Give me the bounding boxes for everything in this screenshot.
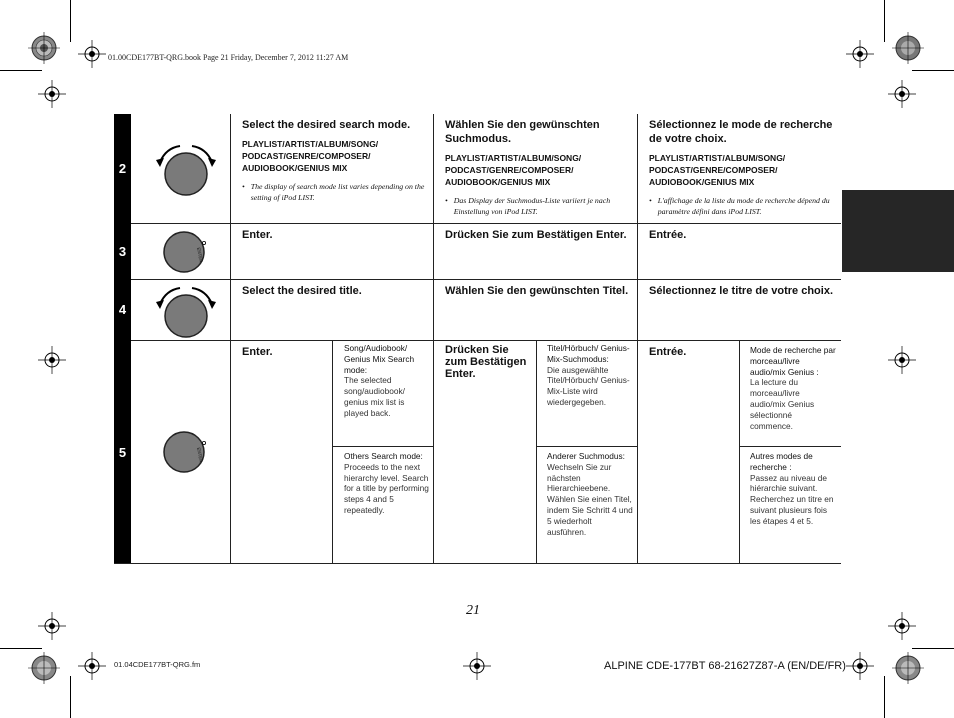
page-number: 21 bbox=[466, 603, 480, 618]
step2-fr-note-text: L'affichage de la liste du mode de recherche dépend du paramètre défini dans iPod LIST. bbox=[657, 196, 830, 216]
step5-en-case2-text: Proceeds to the next hierarchy level. Search for a title by performing steps 4 and 5 repeatedly. bbox=[344, 461, 429, 515]
case-divider-en bbox=[332, 446, 434, 447]
step5-en-case2-label: Others Search mode: bbox=[344, 451, 423, 461]
col-divider bbox=[230, 114, 231, 564]
step2-en-cell bbox=[242, 118, 428, 203]
step2-de-modes: PLAYLIST/ARTIST/ALBUM/SONG/ PODCAST/GENRE/COMPOSER/ AUDIOBOOK/GENIUS MIX bbox=[445, 153, 582, 187]
rotary-knob-icon bbox=[150, 282, 222, 345]
col-divider-sub-fr bbox=[739, 340, 740, 564]
step5-de-case2-label: Anderer Suchmodus: bbox=[547, 451, 625, 461]
step2-en-note-text: The display of search mode list varies depending on the setting of iPod LIST. bbox=[250, 182, 425, 202]
step5-fr-case1-label: Mode de recherche par morceau/livre audio/mix Genius : bbox=[750, 345, 836, 377]
step5-en-title: Enter. bbox=[242, 346, 273, 358]
step5-en-case1-text: The selected song/audiobook/ genius mix list is played back. bbox=[344, 375, 405, 418]
language-side-tab bbox=[842, 190, 954, 272]
knob-enter-label: ENTER bbox=[196, 247, 204, 263]
table-bottom-border bbox=[114, 563, 841, 564]
row-divider bbox=[131, 223, 841, 224]
step2-fr-modes: PLAYLIST/ARTIST/ALBUM/SONG/ PODCAST/GENRE/COMPOSER/ AUDIOBOOK/GENIUS MIX bbox=[649, 153, 786, 187]
crosshair-mark-left-middle bbox=[38, 346, 66, 374]
step5-de-case1-text: Die ausgewählte Titel/Hörbuch/ Genius-Mix-Liste wird wiedergegeben. bbox=[547, 364, 630, 407]
crosshair-mark-left-top bbox=[38, 80, 66, 108]
crosshair-mark-left-bottom bbox=[38, 612, 66, 640]
crosshair-mark-bottom-right bbox=[846, 652, 874, 680]
crop-line bbox=[912, 70, 954, 71]
steps-table bbox=[114, 114, 841, 564]
step2-de-note-text: Das Display der Suchmodus-Liste variiert je nach Einstellung von iPod LIST. bbox=[453, 196, 611, 216]
col-divider-sub-en bbox=[332, 340, 333, 564]
step5-fr-case2 bbox=[750, 451, 836, 527]
step5-fr-case1-text: La lecture du morceau/livre audio/mix Genius sélectionné commence. bbox=[750, 377, 815, 431]
footer-file-name: 01.04CDE177BT-QRG.fm bbox=[114, 660, 201, 669]
crosshair-mark-right-middle bbox=[888, 346, 916, 374]
step2-de-cell bbox=[445, 118, 635, 217]
file-info-header: 01.00CDE177BT-QRG.book Page 21 Friday, December 7, 2012 11:27 AM bbox=[108, 53, 349, 62]
registration-mark-bottom-right bbox=[892, 652, 924, 684]
crosshair-mark-bottom-center bbox=[463, 652, 491, 680]
step2-fr-title: Sélectionnez le mode de recherche de votre choix. bbox=[649, 119, 833, 145]
step2-fr-note bbox=[649, 196, 835, 217]
crosshair-mark-top-left bbox=[78, 40, 106, 68]
step2-en-modes: PLAYLIST/ARTIST/ALBUM/SONG/ PODCAST/GENRE/COMPOSER/ AUDIOBOOK/GENIUS MIX bbox=[242, 139, 379, 173]
crosshair-mark-top-right bbox=[846, 40, 874, 68]
step5-fr-case2-text: Passez au niveau de hiérarchie suivant. Recherchez un titre en suivant plusieurs fois les étapes 4 et 5. bbox=[750, 472, 834, 526]
step4-en-title: Select the desired title. bbox=[242, 285, 362, 297]
step5-en-case2 bbox=[344, 451, 430, 516]
crop-line bbox=[0, 648, 42, 649]
bullet: • bbox=[242, 182, 245, 191]
step2-de-title: Wählen Sie den gewünschten Suchmodus. bbox=[445, 119, 600, 145]
bullet: • bbox=[445, 196, 448, 205]
step5-de-case2-text: Wechseln Sie zur nächsten Hierarchieebene. Wählen Sie einen Titel, indem Sie Schritt 4 und 5 wiederholt ausführen. bbox=[547, 461, 633, 537]
step5-de-case1-label: Titel/Hörbuch/ Genius-Mix-Suchmodus: bbox=[547, 343, 630, 364]
step4-de-title: Wählen Sie den gewünschten Titel. bbox=[445, 285, 629, 297]
step5-en-case1 bbox=[344, 343, 430, 419]
step2-de-note bbox=[445, 196, 635, 217]
step5-de-case2 bbox=[547, 451, 633, 537]
rotary-knob-icon bbox=[150, 140, 222, 209]
bullet: • bbox=[649, 196, 652, 205]
step-number-4: 4 bbox=[114, 279, 131, 340]
step-number-2: 2 bbox=[114, 114, 131, 223]
col-divider-sub-de bbox=[536, 340, 537, 564]
crop-line bbox=[70, 0, 71, 42]
enter-knob-icon bbox=[158, 229, 214, 280]
row-divider bbox=[131, 279, 841, 280]
crop-line bbox=[912, 648, 954, 649]
step5-de-case1 bbox=[547, 343, 633, 408]
crosshair-mark-right-top bbox=[888, 80, 916, 108]
step4-fr-title: Sélectionnez le titre de votre choix. bbox=[649, 285, 833, 297]
case-divider-de bbox=[536, 446, 638, 447]
registration-mark-bottom-left bbox=[28, 652, 60, 684]
row-divider bbox=[131, 340, 841, 341]
step3-en-title: Enter. bbox=[242, 229, 273, 241]
step5-en-case1-label: Song/Audiobook/ Genius Mix Search mode: bbox=[344, 343, 415, 375]
col-divider bbox=[433, 114, 434, 564]
crop-line bbox=[70, 676, 71, 718]
registration-mark-top-right bbox=[892, 32, 924, 64]
footer-model-info: ALPINE CDE-177BT 68-21627Z87-A (EN/DE/FR) bbox=[604, 660, 846, 672]
step-number-3: 3 bbox=[114, 223, 131, 279]
crosshair-mark-right-bottom bbox=[888, 612, 916, 640]
col-divider bbox=[637, 114, 638, 564]
step3-de-title: Drücken Sie zum Bestätigen Enter. bbox=[445, 229, 627, 241]
knob-enter-label: ENTER bbox=[196, 447, 204, 463]
step2-en-title: Select the desired search mode. bbox=[242, 119, 411, 131]
enter-knob-icon bbox=[158, 429, 214, 480]
step-number-5: 5 bbox=[114, 340, 131, 564]
case-divider-fr bbox=[739, 446, 841, 447]
crop-line bbox=[884, 676, 885, 718]
step2-en-note bbox=[242, 182, 428, 203]
step3-fr-title: Entrée. bbox=[649, 229, 687, 241]
step2-fr-cell bbox=[649, 118, 835, 217]
step5-fr-case2-label: Autres modes de recherche : bbox=[750, 451, 813, 472]
crop-line bbox=[0, 70, 42, 71]
crop-line bbox=[884, 0, 885, 42]
step5-fr-case1 bbox=[750, 345, 836, 431]
crosshair-mark-bottom-left bbox=[78, 652, 106, 680]
step5-fr-title: Entrée. bbox=[649, 346, 687, 358]
step5-de-title: Drücken Sie zum Bestätigen Enter. bbox=[445, 344, 527, 380]
